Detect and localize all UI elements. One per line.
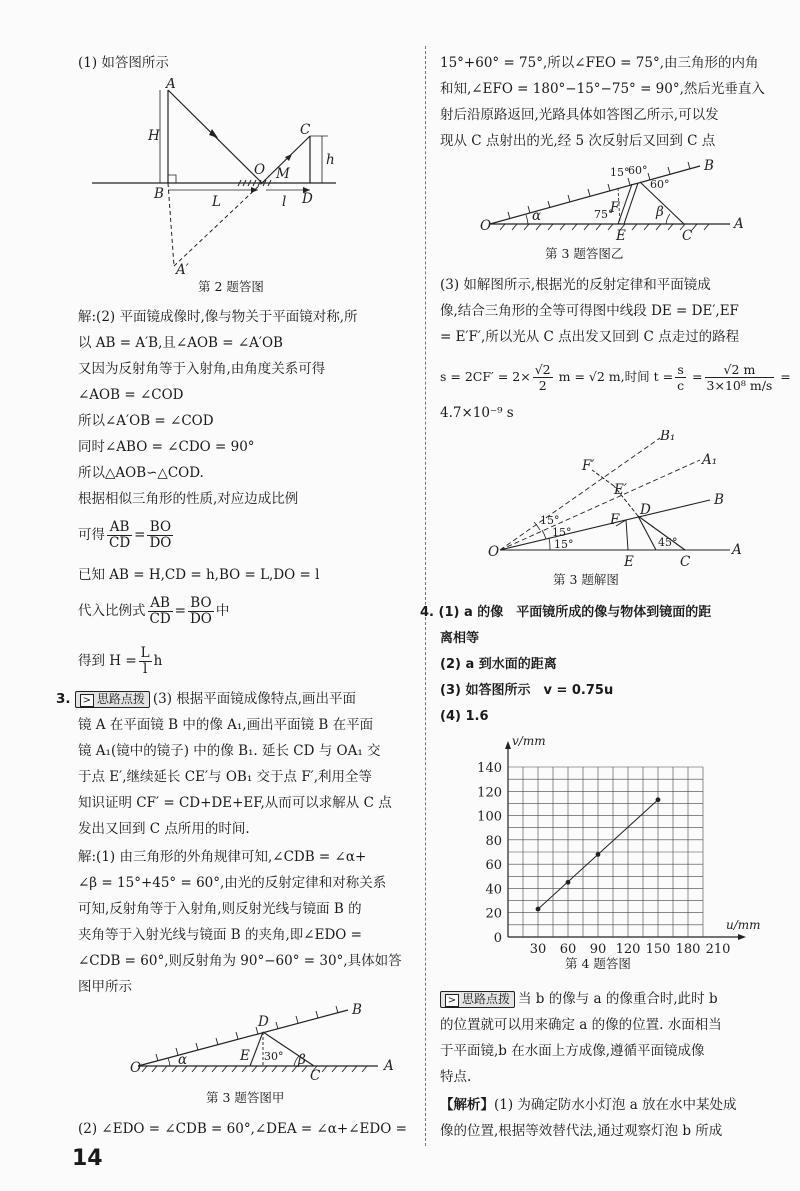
q3-figure-a <box>118 1000 408 1080</box>
y-axis-label: v/mm <box>512 734 546 748</box>
q4-analysis-line: 【解析】(1) 为确定防水小灯泡 a 放在水中某处成 <box>440 1097 737 1113</box>
q2-solution-line: 解:(2) 平面镜成像时,像与物关于平面镜对称,所 <box>78 309 358 325</box>
label-D: D <box>258 1014 269 1030</box>
label-C: C <box>310 1068 321 1080</box>
q2-figure-caption: 第 2 题答图 <box>198 279 264 294</box>
q3-figure-b <box>470 152 760 242</box>
label-C: C <box>682 228 693 242</box>
q3-solution-line: 图甲所示 <box>78 979 132 995</box>
q3-continued-line: 和知,∠EFO = 180°−15°−75° = 90°,然后光垂直入 <box>440 81 765 97</box>
q4-hint-line: 的位置就可以用来确定 a 的像的位置. 水面相当 <box>440 1017 722 1033</box>
label-F: F <box>610 512 620 528</box>
label-A: A <box>734 216 744 232</box>
q4-analysis-line: 像的位置,根据等效替代法,通过观察灯泡 b 所成 <box>440 1123 723 1139</box>
y-tick-label: 120 <box>477 785 502 801</box>
label-D: D <box>640 502 651 518</box>
label-E-prime: E′ <box>614 482 627 498</box>
label-alpha: α <box>532 208 542 224</box>
q3-continued-line: 射后沿原路返回,光路具体如答图乙所示,可以发 <box>440 107 719 123</box>
label-l: l <box>282 194 287 210</box>
label-B1: B₁ <box>660 430 676 444</box>
q2-solution-line: 又因为反射角等于入射角,由角度关系可得 <box>78 361 326 377</box>
q4-hint-header: > 思路点拨 当 b 的像与 a 的像重合时,此时 b <box>440 990 718 1008</box>
q3-part3-line: (3) 如解图所示,根据光的反射定律和平面镜成 <box>440 277 711 293</box>
label-E: E <box>624 554 634 570</box>
q4-hint-line: 于平面镜,b 在水面上方成像,遵循平面镜成像 <box>440 1043 705 1059</box>
x-tick-label: 120 <box>615 942 641 957</box>
data-point <box>536 907 541 912</box>
label-angle-15: 15° <box>610 166 630 179</box>
q3-hint-line: 镜 A₁(镜中的镜子) 中的像 B₁. 延长 CD 与 OA₁ 交 <box>78 743 381 759</box>
q3-hint-line: 发出又回到 C 点所用的时间. <box>78 821 250 837</box>
x-tick-label: 30 <box>529 942 547 957</box>
label-A: A <box>384 1058 394 1074</box>
q3-figure-a-caption: 第 3 题答图甲 <box>206 1090 285 1105</box>
label-O: O <box>254 162 266 178</box>
data-point <box>566 880 571 885</box>
data-point <box>596 852 601 857</box>
y-tick-label: 140 <box>477 761 502 776</box>
x-axis-label: u/mm <box>726 918 761 932</box>
label-B: B <box>352 1002 362 1018</box>
y-tick-label: 80 <box>485 833 502 849</box>
label-A1: A₁ <box>702 452 718 468</box>
label-angle-30: 30° <box>264 1050 284 1063</box>
column-divider <box>425 46 426 1146</box>
q2-solution-line: 所以∠A′OB = ∠COD <box>78 413 214 429</box>
q4-chart <box>440 730 765 980</box>
q3-hint-line: 镜 A 在平面镜 B 中的像 A₁,画出平面镜 B 在平面 <box>78 717 374 733</box>
q4-line-3: (3) 如答图所示 v = 0.75u <box>440 683 614 698</box>
x-axis-arrow <box>738 934 746 940</box>
q4-chart-caption: 第 4 题答图 <box>565 956 631 971</box>
label-angle-75: 75° <box>594 208 614 221</box>
page-number: 14 <box>72 1146 103 1171</box>
q2-solution-line: 同时∠ABO = ∠CDO = 90° <box>78 439 255 455</box>
label-H: H <box>148 128 160 144</box>
q3-hint-line: 知识证明 CF′ = CD+DE+EF,从而可以求解从 C 点 <box>78 795 392 811</box>
x-tick-label: 210 <box>705 942 731 957</box>
y-tick-label: 20 <box>485 906 502 922</box>
label-A: A <box>166 78 176 92</box>
label-beta: β <box>298 1052 306 1068</box>
hint-badge: > 思路点拨 <box>75 691 150 708</box>
label-angle-15a: 15° <box>540 514 560 527</box>
q3-block-header <box>56 690 356 708</box>
q4-hint-line: 特点. <box>440 1069 472 1085</box>
q2-solution-line: ∠AOB = ∠COD <box>78 387 184 403</box>
label-A-prime: A′ <box>176 262 189 278</box>
x-tick-label: 90 <box>589 942 607 957</box>
ratio-equation-1: 可得 $\frac{AB}{CD}$ = $\frac{BO}{DO}$ <box>78 519 172 551</box>
ratio-equation-2: 代入比例式 $\frac{AB}{CD}$ = $\frac{BO}{DO}$ 中 <box>78 595 230 627</box>
y-tick-label: 60 <box>485 858 502 874</box>
y-tick-label: 100 <box>477 809 502 825</box>
q3-figure-b-caption: 第 3 题答图乙 <box>545 246 624 261</box>
q3-part2-line: (2) ∠EDO = ∠CDB = 60°,∠DEA = ∠α+∠EDO = <box>78 1121 407 1137</box>
label-E: E <box>240 1048 250 1064</box>
label-angle-60: 60° <box>628 164 648 177</box>
q3-solution-figure-caption: 第 3 题解图 <box>553 572 619 587</box>
q4-line-4: (4) 1.6 <box>440 709 489 724</box>
label-O: O <box>480 218 492 234</box>
label-D: D <box>302 191 313 207</box>
q3-solution-line: ∠CDB = 60°,则反射角为 90°−60° = 30°,具体如答 <box>78 953 402 969</box>
data-point <box>656 797 661 802</box>
result-equation: 得到 H = $\frac{L}{l}$ h <box>78 645 163 677</box>
label-alpha: α <box>178 1052 188 1068</box>
q3-solution-figure <box>480 430 750 570</box>
label-O: O <box>488 544 500 560</box>
formula-result: 4.7×10⁻⁹ s <box>440 405 514 421</box>
hint-badge: > 思路点拨 <box>440 991 515 1008</box>
label-L: L <box>212 194 221 210</box>
q3-part3-line: 像,结合三角形的全等可得图中线段 DE = DE′,EF <box>440 303 739 319</box>
x-tick-label: 180 <box>675 942 701 957</box>
label-B: B <box>154 186 164 202</box>
q3-solution-line: 解:(1) 由三角形的外角规律可知,∠CDB = ∠α+ <box>78 849 367 865</box>
q2-solution-line: 根据相似三角形的性质,对应边成比例 <box>78 491 299 507</box>
q2-solution-line: 所以△AOB∽△COD. <box>78 465 204 481</box>
question-number: 3. <box>56 691 71 707</box>
label-C: C <box>680 554 691 570</box>
label-angle-45: 45° <box>658 536 678 549</box>
x-tick-label: 150 <box>645 942 671 957</box>
label-M: M <box>276 166 290 182</box>
label-F: F <box>610 200 620 216</box>
y-tick-label: 40 <box>485 882 502 898</box>
q4-line-1: 4. (1) a 的像 平面镜所成的像与物体到镜面的距 <box>420 605 712 620</box>
label-h: h <box>326 152 335 168</box>
q2-mirror-diagram <box>78 78 408 278</box>
q4-line-2: (2) a 到水面的距离 <box>440 657 557 672</box>
q3-solution-line: 可知,反射角等于入射角,则反射光线与镜面 B 的 <box>78 901 362 917</box>
label-B: B <box>714 492 724 508</box>
label-F-prime: F′ <box>582 458 595 474</box>
q3-continued-line: 15°+60° = 75°,所以∠FEO = 75°,由三角形的内角 <box>440 55 759 71</box>
question-number: 4. <box>420 605 434 620</box>
q3-hint-first: (3) 根据平面镜成像特点,画出平面 <box>152 691 357 707</box>
label-angle-15c: 15° <box>554 538 574 551</box>
q3-continued-line: 现从 C 点射出的光,经 5 次反射后又回到 C 点 <box>440 133 716 149</box>
label-B: B <box>704 158 714 174</box>
q3-solution-line: ∠β = 15°+45° = 60°,由光的反射定律和对称关系 <box>78 875 387 891</box>
label-angle-60b: 60° <box>650 178 670 191</box>
known-values: 已知 AB = H,CD = h,BO = L,DO = l <box>78 567 320 583</box>
label-C: C <box>300 122 311 138</box>
y-axis-arrow <box>505 741 511 749</box>
label-O: O <box>130 1060 142 1076</box>
q3-part3-line: = E′F′,所以光从 C 点出发又回到 C 点走过的路程 <box>440 329 740 345</box>
label-E: E <box>616 228 626 242</box>
x-tick-label: 60 <box>559 942 577 957</box>
label-A: A <box>732 542 742 558</box>
q3-solution-line: 夹角等于入射光线与镜面 B 的夹角,即∠EDO = <box>78 927 362 943</box>
y-tick-label: 0 <box>493 931 502 946</box>
q2-part1: (1) 如答图所示 <box>78 55 169 71</box>
q3-hint-line: 于点 E′,继续延长 CE′与 OB₁ 交于点 F′,利用全等 <box>78 769 373 785</box>
label-beta: β <box>656 204 664 220</box>
q2-solution-line: 以 AB = A′B,且∠AOB = ∠A′OB <box>78 335 283 351</box>
label-angle-15b: 15° <box>552 526 572 539</box>
path-time-formula: s = 2CF′ = 2× $\frac{√2}{2}$ m = √2 m,时间 t = $\frac{s}{c}$ = $\frac{√2 m}{\text{3×10⁸ m/s}}$ = <box>440 362 791 393</box>
q4-line-1b: 离相等 <box>440 631 480 646</box>
